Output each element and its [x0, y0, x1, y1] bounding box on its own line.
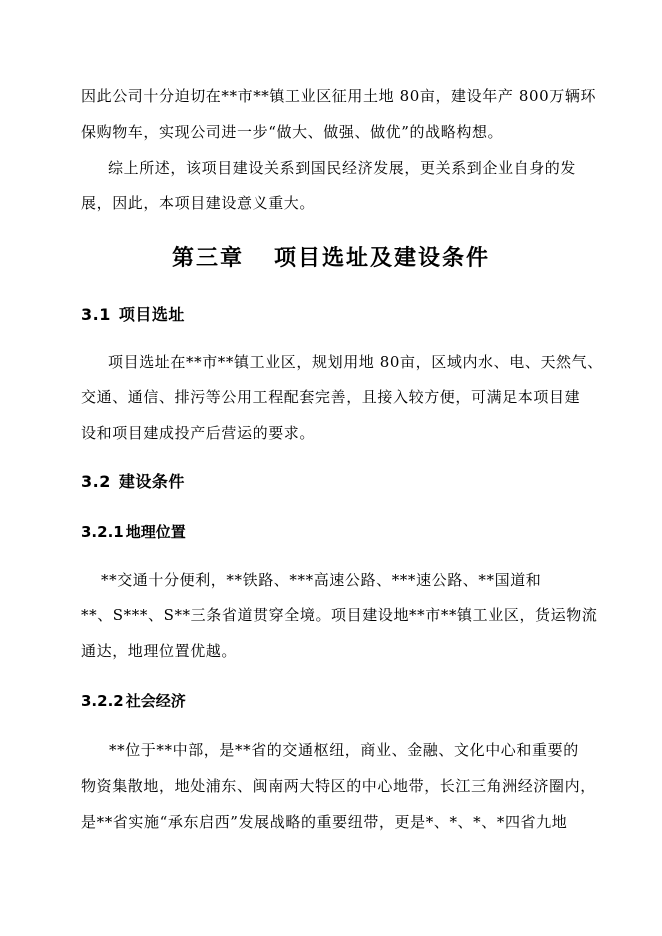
chapter-number: 第三章: [171, 246, 244, 271]
section-3-2-1-heading: [81, 522, 186, 542]
chapter-title: 项目选址及建设条件: [274, 246, 491, 271]
summary-line-2: 展，因此，本项目建设意义重大。: [81, 194, 316, 212]
section-3-2-heading: [81, 471, 185, 493]
section-3-1-line-1: 项目选址在**市**镇工业区，规划用地 80亩，区域内水、电、天然气、: [108, 353, 603, 371]
section-3-2-2-line-3: 是**省实施“承东启西”发展战略的重要纽带，更是*、*、*、*四省九地: [81, 813, 568, 831]
intro-line-1: 因此公司十分迫切在**市**镇工业区征用土地 80亩，建设年产 800万辆环: [81, 87, 597, 105]
section-3-2-number: 3.2: [81, 472, 111, 491]
section-3-2-2-number: 3.2.2: [81, 692, 124, 710]
section-3-2-1-line-1: **交通十分便利，**铁路、***高速公路、***速公路、**国道和: [101, 571, 542, 589]
section-3-1-heading: [81, 304, 185, 326]
section-3-2-2-heading: [81, 691, 186, 711]
intro-line-2: 保购物车，实现公司进一步“做大、做强、做优”的战略构想。: [81, 123, 504, 141]
section-3-1-line-2: 交通、通信、排污等公用工程配套完善，且接入较方便，可满足本项目建: [81, 388, 581, 406]
section-3-2-1-line-2: **、S***、S**三条省道贯穿全境。项目建设地**市**镇工业区，货运物流: [81, 606, 598, 624]
section-3-1-number: 3.1: [81, 305, 111, 324]
section-3-2-1-line-3: 通达，地理位置优越。: [81, 642, 238, 660]
section-3-2-2-title: 社会经济: [125, 692, 186, 710]
section-3-1-line-3: 设和项目建成投产后营运的要求。: [81, 424, 316, 442]
section-3-2-title: 建设条件: [118, 472, 185, 491]
section-3-2-2-line-2: 物资集散地，地处浦东、闽南两大特区的中心地带，长江三角洲经济圈内，: [81, 777, 596, 795]
section-3-2-1-number: 3.2.1: [81, 523, 124, 541]
section-3-2-1-title: 地理位置: [125, 523, 186, 541]
section-3-1-title: 项目选址: [118, 305, 185, 324]
section-3-2-2-line-1: **位于**中部，是**省的交通枢纽，商业、金融、文化中心和重要的: [109, 741, 579, 759]
chapter-heading: [0, 244, 662, 274]
summary-line-1: 综上所述，该项目建设关系到国民经济发展，更关系到企业自身的发: [108, 159, 577, 177]
